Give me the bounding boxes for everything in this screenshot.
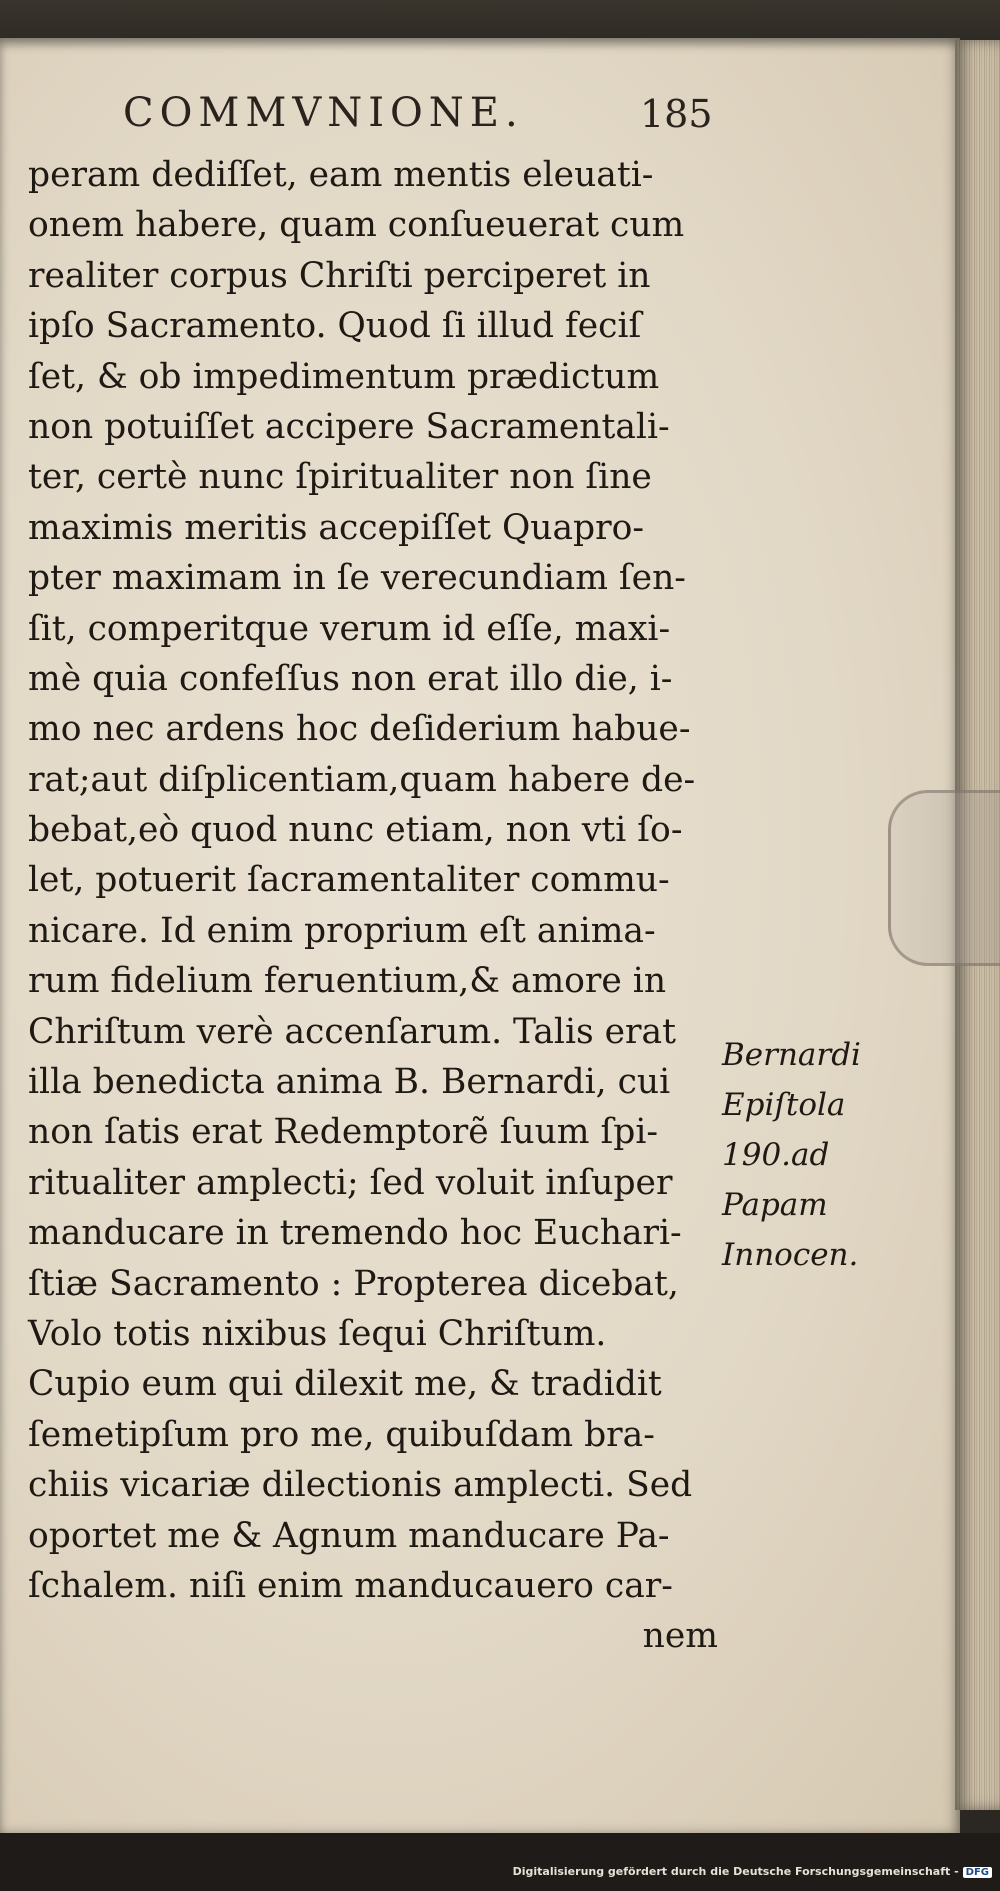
text-line: illa benedicta anima B. Bernardi, cui (28, 1062, 671, 1103)
text-line: ſemetipſum pro me, quibuſdam bra- (28, 1414, 655, 1455)
body-text (28, 150, 718, 1662)
marginal-line: Epiſtola (722, 1087, 846, 1123)
marginal-line: Innocen. (722, 1237, 859, 1273)
text-line: oportet me & Agnum manducare Pa- (28, 1515, 670, 1556)
text-line: ter, certè nunc ſpiritualiter non ſine (28, 457, 652, 498)
text-line: Volo totis nixibus ſequi Chriſtum. (28, 1313, 607, 1354)
text-line: manducare in tremendo hoc Euchari- (28, 1213, 682, 1254)
text-line: mo nec ardens hoc deſiderium habue- (28, 709, 691, 750)
text-line: ipſo Sacramento. Quod ſi illud feciſ (28, 306, 642, 347)
text-line: non potuiſſet accipere Sacramentali- (28, 406, 670, 447)
marginal-line: Papam (722, 1187, 828, 1223)
marginal-line: Bernardi (722, 1037, 861, 1073)
text-line: rat;aut diſplicentiam,quam habere de- (28, 759, 696, 800)
text-line: chiis vicariæ dilectionis amplecti. Sed (28, 1465, 693, 1506)
text-line: let, potuerit ſacramentaliter commu- (28, 860, 670, 901)
text-line: realiter corpus Chriſti perciperet in (28, 255, 651, 296)
text-line: pter maximam in ſe verecundiam ſen- (28, 558, 686, 599)
running-title: COMMVNIONE. (123, 90, 524, 136)
text-line: non ſatis erat Redemptorẽ ſuum ſpi- (28, 1112, 659, 1153)
dfg-logo: DFG (963, 1867, 992, 1878)
text-line: ſtiæ Sacramento : Propterea dicebat, (28, 1263, 679, 1304)
text-line: mè quia confeſſus non erat illo die, i- (28, 658, 673, 699)
digitization-credit (513, 1865, 992, 1878)
catchword: nem (642, 1616, 718, 1657)
marginal-line: 190.ad (722, 1137, 830, 1173)
text-line: bebat,eò quod nunc etiam, non vti ſo- (28, 810, 683, 851)
text-line: maximis meritis accepiſſet Quapro- (28, 507, 645, 548)
text-line: rum fidelium feruentium,& amore in (28, 961, 667, 1002)
text-line: onem habere, quam conſueuerat cum (28, 205, 685, 246)
text-line: peram dediſſet, eam mentis eleuati- (28, 155, 654, 195)
text-line: Chriſtum verè accenſarum. Talis erat (28, 1011, 676, 1052)
page-number: 185 (640, 92, 713, 136)
text-line: ſit, comperitque verum id eſſe, maxi- (28, 608, 671, 649)
text-line: ritualiter amplecti; ſed voluit inſuper (28, 1162, 673, 1203)
text-line: ſchalem. niſi enim manducauero car- (28, 1565, 673, 1606)
text-line: nicare. Id enim proprium eſt anima- (28, 910, 656, 951)
marginal-note (722, 1030, 861, 1280)
page-clip (888, 790, 1000, 966)
book-top-edge (0, 0, 1000, 40)
text-line: Cupio eum qui dilexit me, & tradidit (28, 1364, 662, 1405)
credit-text: Digitalisierung gefördert durch die Deutsche Forschungsgemeinschaft - (512, 1865, 959, 1878)
text-line: ſet, & ob impedimentum prædictum (28, 356, 660, 397)
bottom-band (0, 1833, 1000, 1891)
